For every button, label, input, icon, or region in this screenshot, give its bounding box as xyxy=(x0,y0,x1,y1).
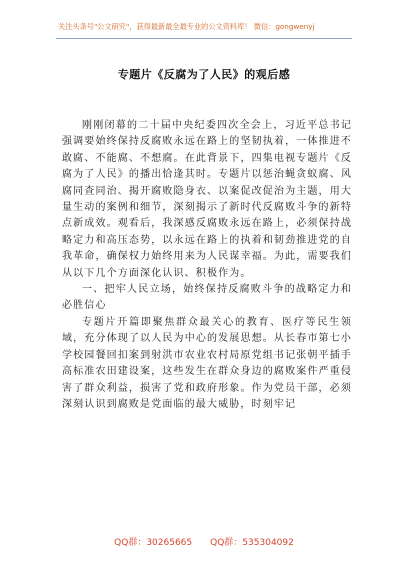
footer-qq-group-1: QQ群：30265665 xyxy=(114,538,193,548)
header-banner: 关注头条号"公文研究"，获得最新最全最专业的公文资料库！ 微信：gongwenyj xyxy=(58,22,315,31)
document-body xyxy=(62,118,352,413)
paragraph-section-1: 专题片开篇即聚焦群众最关心的教育、医疗等民生领域，充分体现了以人民为中心的发展思想。从长春市第七小学校园餐回扣案到射洪市农业农村局原党组书记张朝平插手高标准农田建设案，这些发生在群众身边的腐败案件严重侵害了群众利益，损害了党和政府形象。作为党员干部，必须深刻认识到腐败是党面临的最大威胁，时刻牢记 xyxy=(62,316,352,410)
footer-contacts xyxy=(0,535,408,548)
paragraph-intro: 刚刚闭幕的二十届中央纪委四次全会上，习近平总书记强调要始终保持反腐败永远在路上的坚韧执着，一体推进不敢腐、不能腐、不想腐。在此背景下，四集电视专题片《反腐为了人民》的播出恰逢其时。专题片以惩治蝇贪蚁腐、风腐同查同治、揭开腐败隐身衣、以案促改促治为主题，用大量生动的案例和细节，深刻揭示了新时代反腐败斗争的新特点新成效。观看后，我深感反腐败永远在路上，必须保持战略定力和高压态势，以永远在路上的执着和韧劲推进党的自我革命，确保权力始终用来为人民谋幸福。为此，需要我们从以下几个方面深化认识、积极作为。 xyxy=(62,120,352,279)
header-divider xyxy=(56,38,352,39)
section-heading-1: 一、把牢人民立场，始终保持反腐败斗争的战略定力和必胜信心 xyxy=(62,284,352,312)
footer-qq-group-2: QQ群：535304092 xyxy=(210,538,294,548)
document-title: 专题片《反腐为了人民》的观后感 xyxy=(117,68,291,81)
